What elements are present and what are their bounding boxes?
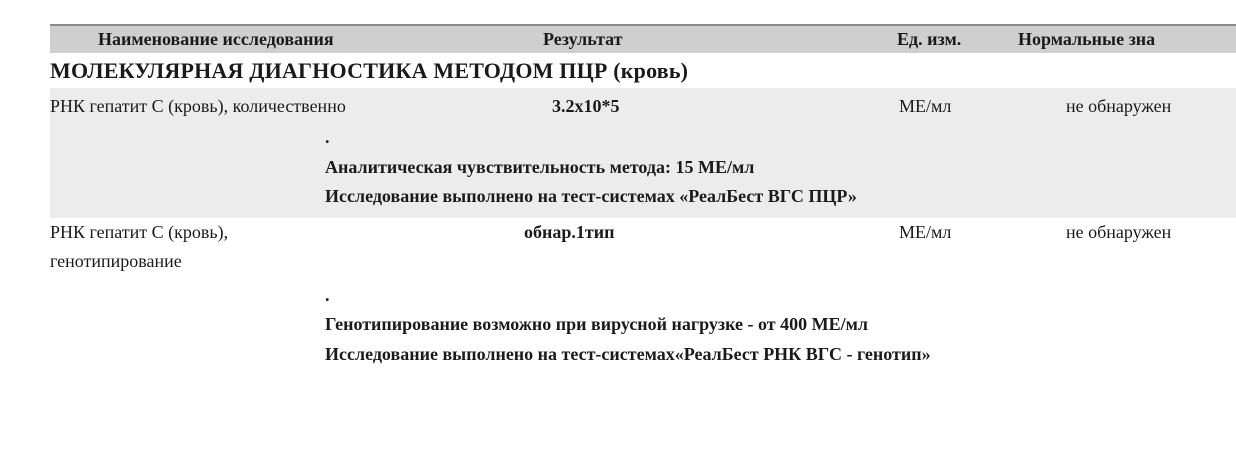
column-header-norm: Нормальные зна — [1018, 29, 1156, 49]
test-name: РНК гепатит С (кровь), — [50, 222, 229, 242]
note-genotyping: Генотипирование возможно при вирусной нагрузке - от 400 МЕ/мл — [325, 314, 868, 334]
test-unit: МЕ/мл — [899, 222, 952, 242]
test-name-continued: генотипирование — [50, 251, 182, 271]
note-dot: . — [325, 285, 330, 305]
column-header-result: Результат — [543, 29, 623, 49]
test-result: обнар.1тип — [524, 222, 615, 242]
column-header-unit: Ед. изм. — [897, 29, 962, 49]
test-norm: не обнаружен — [1066, 96, 1172, 116]
test-result: 3.2x10*5 — [552, 96, 620, 116]
test-unit: МЕ/мл — [899, 96, 952, 116]
test-name: РНК гепатит С (кровь), количественно — [50, 96, 346, 116]
note-sensitivity: Аналитическая чувствительность метода: 15 МЕ/мл — [325, 157, 755, 177]
note-test-system: Исследование выполнено на тест-системах «РеалБест ВГС ПЦР» — [325, 186, 857, 206]
table-header — [50, 24, 1236, 53]
section-title: МОЛЕКУЛЯРНАЯ ДИАГНОСТИКА МЕТОДОМ ПЦР (кровь) — [50, 58, 689, 83]
column-header-name: Наименование исследования — [98, 29, 334, 49]
note-test-system: Исследование выполнено на тест-системах«РеалБест РНК ВГС - генотип» — [325, 344, 931, 364]
test-norm: не обнаружен — [1066, 222, 1172, 242]
note-dot: . — [325, 127, 330, 147]
